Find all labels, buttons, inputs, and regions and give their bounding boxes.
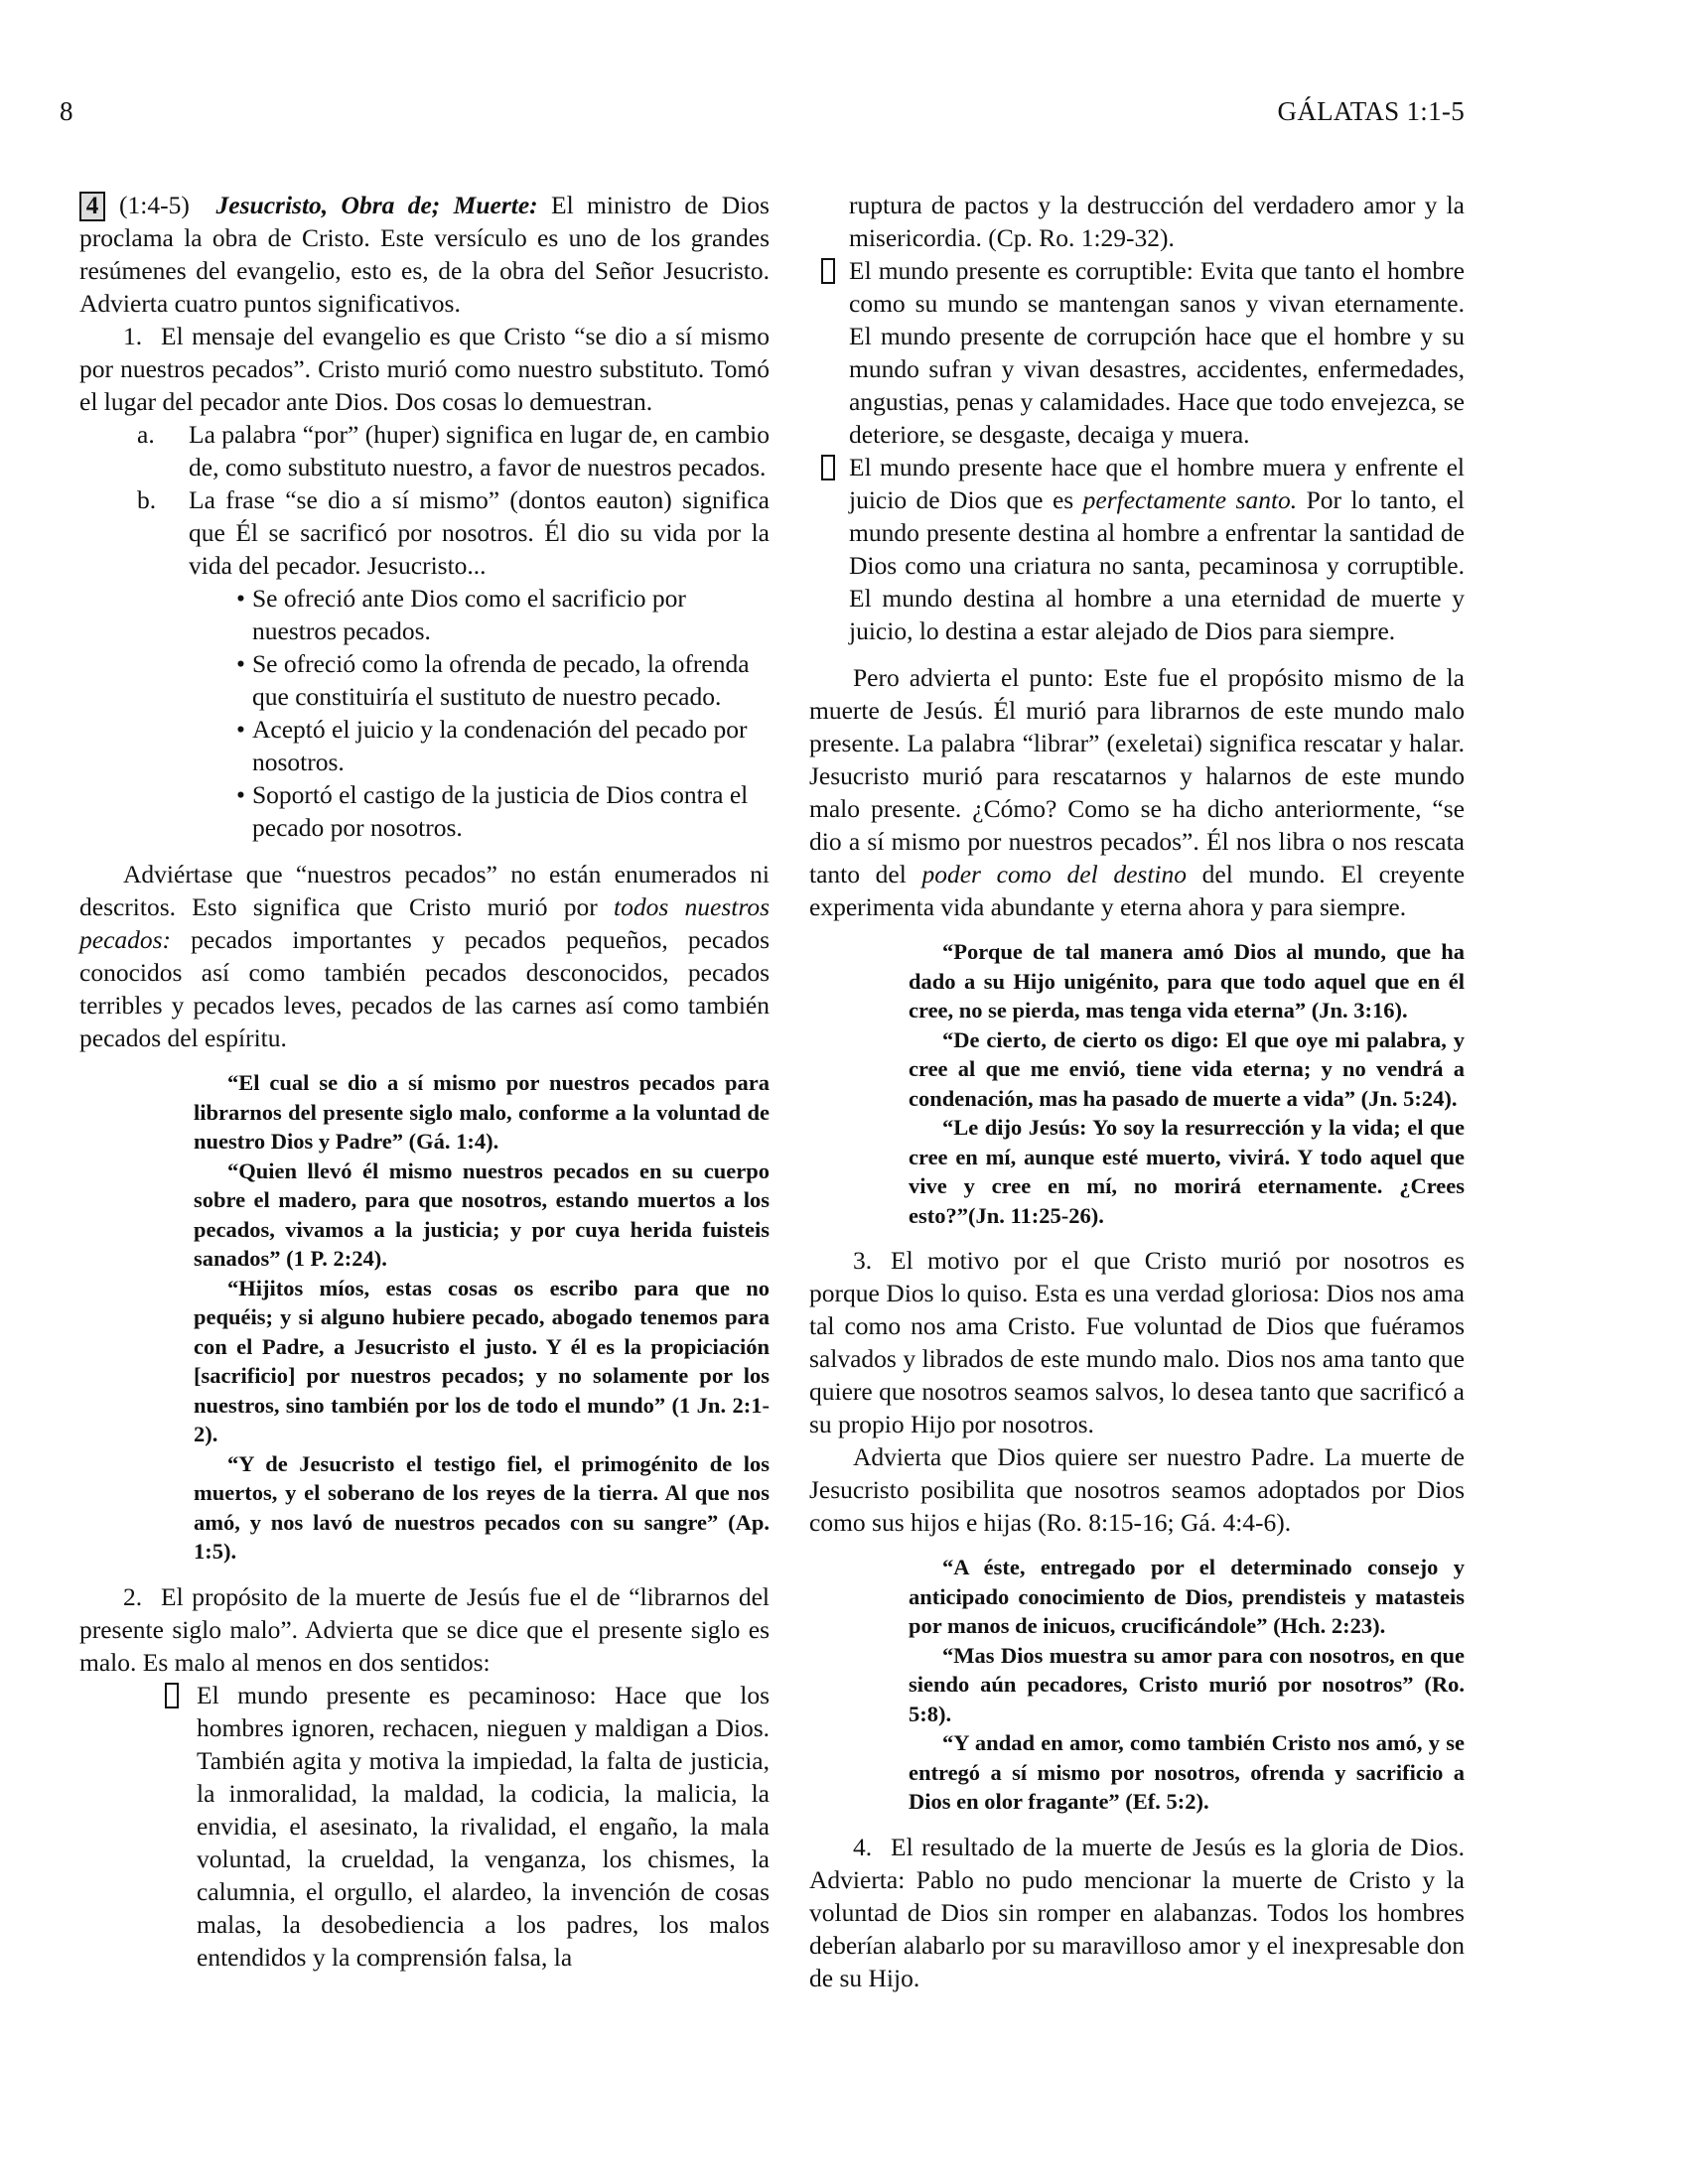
point-number: 3. <box>853 1246 873 1275</box>
emphasis: perfectamente santo. <box>1082 485 1298 514</box>
sub-label: b. <box>137 485 157 514</box>
sub-text: La palabra “por” (huper) significa en lugar de, en cambio de, como substituto nuestro, a favor de nuestros pecados. <box>189 420 770 481</box>
bullet-item <box>236 582 770 647</box>
scripture-quotes <box>194 1068 770 1567</box>
intro-paragraph <box>79 189 770 320</box>
point-number: 1. <box>123 322 143 350</box>
bullet-icon: • <box>236 780 245 809</box>
left-column <box>79 189 770 1974</box>
intro-heading: Jesucristo, Obra de; Muerte: <box>215 191 538 219</box>
scripture-quotes <box>909 937 1465 1230</box>
scripture-quote: “De cierto, de cierto os digo: El que oye mi palabra, y cree al que me envió, tiene vida eterna; y no vendrá a condenación, mas ha pasado de muerte a vida” (Jn. 5:24). <box>909 1026 1465 1111</box>
square-bullet-icon <box>821 455 835 480</box>
point-1 <box>79 320 770 418</box>
emphasis: poder como del destino <box>921 860 1187 888</box>
square-bullet-item <box>809 254 1465 451</box>
square-bullet-item <box>809 451 1465 647</box>
page-body <box>0 149 1688 1994</box>
page-number: 8 <box>60 96 73 126</box>
scripture-quote: “Y de Jesucristo el testigo fiel, el primogénito de los muertos, y el soberano de los reyes de la tierra. Al que nos amó, y nos lavó de nuestros pecados con su sangre” (Ap. 1:5). <box>194 1450 770 1564</box>
point-4 <box>809 1831 1465 1994</box>
bullet-item <box>236 778 770 844</box>
point-text: El mensaje del evangelio es que Cristo “se dio a sí mismo por nuestros pecados”. Cristo murió como nuestro substituto. Tomó el lugar del pecador ante Dios. Dos cosas lo demuestran. <box>79 322 770 416</box>
bullet-icon: • <box>236 584 245 613</box>
scripture-quote: “Mas Dios muestra su amor para con nosotros, en que siendo aún pecadores, Cristo murió por nosotros” (Ro. 5:8). <box>909 1642 1465 1726</box>
sub-item-b <box>137 483 770 582</box>
purpose-paragraph <box>809 661 1465 923</box>
square-bullet-text: El mundo presente es pecaminoso: Hace que los hombres ignoren, rechacen, nieguen y maldigan a Dios. También agita y motiva la impiedad, la falta de justicia, la inmoralidad, la maldad, la codicia, la malicia, la envidia, el asesinato, la rivalidad, el engaño, la mala voluntad, la crueldad, la venganza, los chismes, la calumnia, el orgullo, el alardeo, la invención de cosas malas, la desobediencia a los padres, los malos entendidos y la comprensión falsa, la <box>197 1680 770 1972</box>
continued-text: ruptura de pactos y la destrucción del verdadero amor y la misericordia. (Cp. Ro. 1:29-32). <box>849 191 1465 252</box>
sub-label: a. <box>137 420 155 449</box>
scripture-quote: “A éste, entregado por el determinado consejo y anticipado conocimiento de Dios, prendisteis y matasteis por manos de inicuos, crucificándole” (Hch. 2:23). <box>909 1555 1465 1638</box>
square-bullet-item <box>165 1679 770 1974</box>
note-text: Adviértase que “nuestros pecados” no están enumerados ni descritos. Esto significa que Cristo murió por <box>79 860 770 921</box>
sub-item-a <box>137 418 770 483</box>
square-bullet-text: El mundo presente es corruptible: Evita que tanto el hombre como su mundo se mantengan sanos y vivan eternamente. El mundo presente de corrupción hace que el hombre y su mundo sufran y vivan desastres, accidentes, enfermedades, angustias, penas y calamidades. Hace que todo envejezca, se deteriore, se desgaste, decaiga y muera. <box>849 256 1465 449</box>
scripture-quote: “El cual se dio a sí mismo por nuestros pecados para librarnos del presente siglo malo, conforme a la voluntad de nuestro Dios y Padre” (Gá. 1:4). <box>194 1070 770 1154</box>
bullet-icon: • <box>236 715 245 744</box>
square-bullet-icon <box>165 1683 179 1708</box>
square-bullet-text: El mundo presente hace que el hombre muera y enfrente el juicio de Dios que es perfectamente santo. Por lo tanto, el mundo presente destina al hombre a enfrentar la santidad de Dios como una criatura no santa, pecaminosa y corruptible. El mundo destina al hombre a una eternidad de muerte y juicio, lo destina a estar alejado de Dios para siempre. <box>849 453 1466 645</box>
bullet-text: Aceptó el juicio y la condenación del pecado por nosotros. <box>252 715 748 776</box>
intro-ref: (1:4-5) <box>119 191 190 219</box>
scripture-quote: “Hijitos míos, estas cosas os escribo para que no pequéis; y si alguno hubiere pecado, abogado tenemos para con el Padre, a Jesucristo el justo. Y él es la propiciación [sacrificio] por nuestros pecados; y no solamente por los nuestros, sino también por los de todo el mundo” (1 Jn. 2:1-2). <box>194 1275 770 1446</box>
paragraph-text: Pero advierta el punto: Este fue el propósito mismo de la muerte de Jesús. Él murió para librarnos de este mundo malo presente. La palabra “librar” (exeletai) significa rescatar y halar. Jesucristo murió para rescatarnos y halarnos de este mundo malo presente. ¿Cómo? Como se ha dicho anteriormente, “se dio a sí mismo por nuestros pecados”. Él nos libra o nos rescata tanto del <box>809 663 1465 888</box>
bullet-text: Se ofreció como la ofrenda de pecado, la ofrenda que constituiría el sustituto de nuestro pecado. <box>252 649 750 711</box>
right-column <box>809 189 1465 1994</box>
bullet-text: Soportó el castigo de la justicia de Dios contra el pecado por nosotros. <box>252 780 749 842</box>
point-number: 2. <box>123 1581 143 1611</box>
intro-text: El ministro de Dios proclama la obra de Cristo. Este versículo es uno de los grandes resúmenes del evangelio, esto es, de la obra del Señor Jesucristo. Advierta cuatro puntos significativos. <box>79 191 770 318</box>
scripture-quotes <box>909 1553 1465 1817</box>
scripture-quote: “Le dijo Jesús: Yo soy la resurrección y la vida; el que cree en mí, aunque esté muerto, vivirá. Y todo aquel que vive y cree en mí, no morirá eternamente. ¿Crees esto?”(Jn. 11:25-26). <box>909 1115 1465 1228</box>
running-head: GÁLATAS 1:1-5 <box>1277 96 1465 126</box>
square-bullet-icon <box>821 258 835 284</box>
bullet-icon: • <box>236 649 245 678</box>
point-number: 4. <box>853 1832 873 1861</box>
page-header <box>0 0 1688 149</box>
point-3-follow: Advierta que Dios quiere ser nuestro Padre. La muerte de Jesucristo posibilita que nosotros seamos adoptados por Dios como sus hijos e hijas (Ro. 8:15-16; Gá. 4:4-6). <box>809 1442 1465 1537</box>
bullet-text: Se ofreció ante Dios como el sacrificio por nuestros pecados. <box>252 584 686 645</box>
point-text: El motivo por el que Cristo murió por nosotros es porque Dios lo quiso. Esta es una verdad gloriosa: Dios nos ama tal como nos ama Cristo. Fue voluntad de Dios que fuéramos salvados y librados de este mundo malo. Dios nos ama tanto que quiere que nosotros seamos salvos, lo desea tanto que sacrificó a su propio Hijo por nosotros. <box>809 1246 1465 1438</box>
point-text: El propósito de la muerte de Jesús fue el de “librarnos del presente siglo malo”. Advierta que se dice que el presente siglo es malo. Es malo al menos en dos sentidos: <box>79 1581 770 1677</box>
note-text: pecados importantes y pecados pequeños, pecados conocidos así como también pecados desconocidos, pecados terribles y pecados leves, pecados de las carnes así como también pecados del espíritu. <box>79 925 770 1052</box>
scripture-quote: “Porque de tal manera amó Dios al mundo, que ha dado a su Hijo unigénito, para que todo aquel que en él cree, no se pierda, mas tenga vida eterna” (Jn. 3:16). <box>909 939 1465 1023</box>
point-2 <box>79 1580 770 1679</box>
note-paragraph <box>79 858 770 1054</box>
paragraph-text: del mundo. El creyente experimenta vida abundante y eterna ahora y para siempre. <box>809 860 1466 921</box>
sub-text: La frase “se dio a sí mismo” (dontos eauton) significa que Él se sacrificó por nosotros. Él dio su vida por la vida del pecador. Jesucristo... <box>189 485 770 580</box>
scripture-quote: “Y andad en amor, como también Cristo nos amó, y se entregó a sí mismo por nosotros, ofrenda y sacrificio a Dios en olor fragante” (Ef. 5:2). <box>909 1730 1465 1814</box>
scripture-quote: “Quien llevó él mismo nuestros pecados en su cuerpo sobre el madero, para que nosotros, estando muertos a los pecados, vivamos a la justicia; y por cuya herida fuisteis sanados” (1 P. 2:24). <box>194 1158 770 1271</box>
section-number-box: 4 <box>79 192 105 221</box>
bullet-item <box>236 647 770 713</box>
point-text: El resultado de la muerte de Jesús es la gloria de Dios. Advierta: Pablo no pudo mencionar la muerte de Cristo y la voluntad de Dios sin romper en alabanzas. Todos los hombres deberían alabarlo por su maravilloso amor y el inexpresable don de su Hijo. <box>809 1832 1465 1992</box>
note-emphasis: todos nuestros pecados: <box>79 892 770 954</box>
bullet-item <box>236 713 770 778</box>
point-3 <box>809 1244 1465 1440</box>
